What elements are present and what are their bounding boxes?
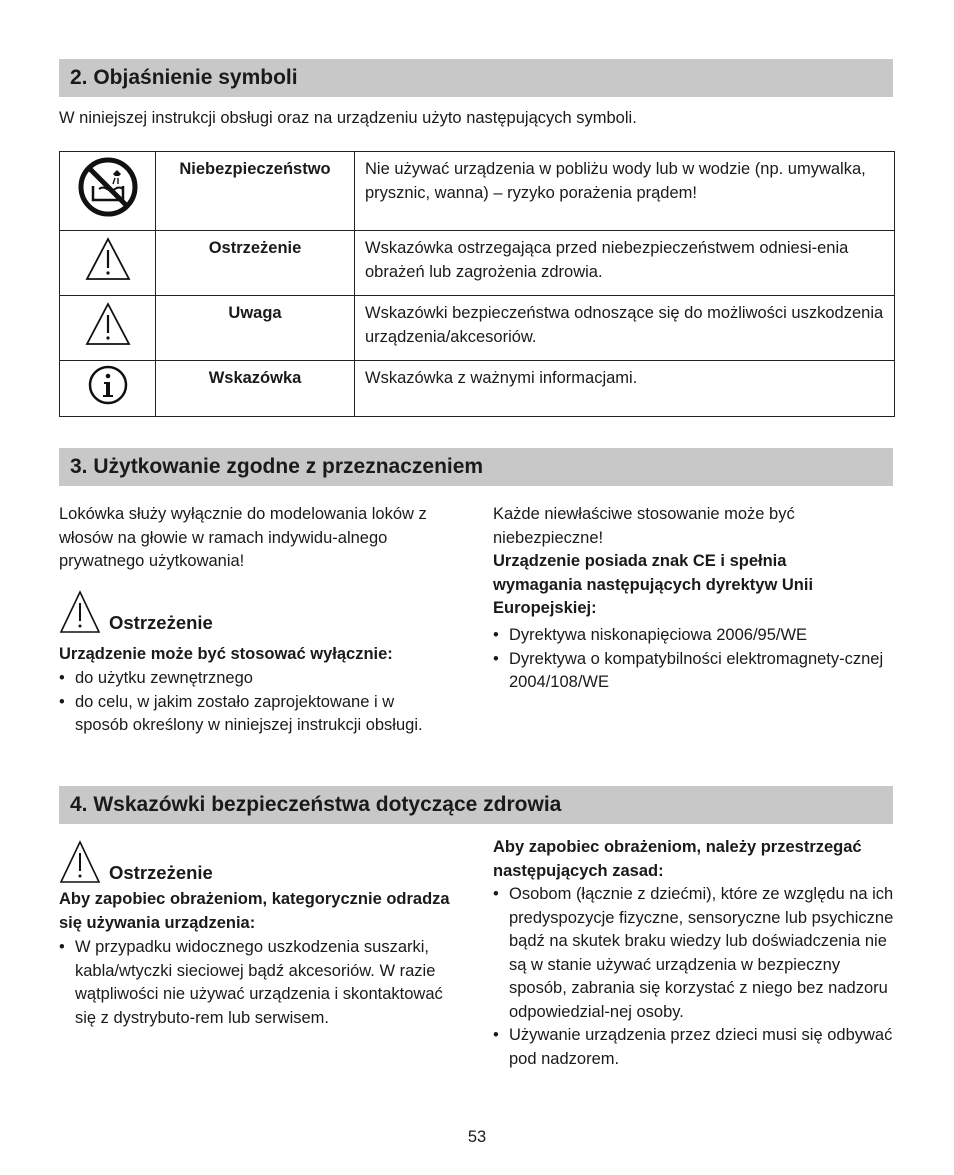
section-4-left-lead: Aby zapobiec obrażeniom, kategorycznie odradza się używania urządzenia: bbox=[59, 890, 450, 932]
warning-triangle-icon bbox=[85, 301, 131, 347]
list-item: • Osobom (łącznie z dziećmi), które ze względu na ich predyspozycje fizyczne, sensoryczne lub psychiczne bądź na skutek braku wiedzy lub doświadczenia nie są w stanie używać urządzenia w bezpieczny sposób, zabrania się korzystać z niego bez nadzoru odpowiedzial-nej osoby. bbox=[493, 883, 898, 1024]
section-3-heading: 3. Użytkowanie zgodne z przeznaczeniem bbox=[59, 448, 893, 486]
table-row bbox=[60, 361, 895, 417]
symbol-description: Wskazówka z ważnymi informacjami. bbox=[355, 361, 895, 417]
section-2-intro: W niniejszej instrukcji obsługi oraz na urządzeniu użyto następujących symboli. bbox=[59, 109, 637, 127]
section-4-right-list bbox=[493, 883, 898, 1071]
info-icon bbox=[87, 364, 129, 406]
icon-cell bbox=[60, 231, 156, 296]
icon-cell bbox=[60, 152, 156, 231]
icon-cell bbox=[60, 296, 156, 361]
section-4-heading: 4. Wskazówki bezpieczeństwa dotyczące zdrowia bbox=[59, 786, 893, 824]
warning-label: Ostrzeżenie bbox=[109, 612, 213, 633]
section-2-heading: 2. Objaśnienie symboli bbox=[59, 59, 893, 97]
list-item: • do użytku zewnętrznego bbox=[59, 667, 434, 691]
list-item: • Używanie urządzenia przez dzieci musi się odbywać pod nadzorem. bbox=[493, 1024, 898, 1071]
table-row bbox=[60, 296, 895, 361]
symbol-name: Ostrzeżenie bbox=[156, 231, 355, 296]
warning-lead: Urządzenie może być stosować wyłącznie: bbox=[59, 645, 393, 663]
no-water-icon bbox=[77, 156, 139, 218]
table-row bbox=[60, 152, 895, 231]
list-item: • do celu, w jakim zostało zaprojektowane i w sposób określony w niniejszej instrukcji obsługi. bbox=[59, 691, 434, 738]
icon-cell bbox=[60, 361, 156, 417]
symbol-name: Wskazówka bbox=[156, 361, 355, 417]
symbol-description: Wskazówka ostrzegająca przed niebezpieczeństwem odniesi-enia obrażeń lub zagrożenia zdrowia. bbox=[355, 231, 895, 296]
page-number: 53 bbox=[467, 1128, 487, 1146]
table-row bbox=[60, 231, 895, 296]
symbol-description: Nie używać urządzenia w pobliżu wody lub w wodzie (np. umywalka, prysznic, wanna) – ryzyko porażenia prądem! bbox=[355, 152, 895, 231]
warning-triangle-icon bbox=[59, 590, 101, 634]
list-item: • W przypadku widocznego uszkodzenia suszarki, kabla/wtyczki sieciowej bądź akcesoriów. W razie wątpliwości nie używać urządzenia i skontaktować się z dystrybuto-rem lub serwisem. bbox=[59, 936, 449, 1030]
directives-list bbox=[493, 624, 898, 695]
list-item: • Dyrektywa niskonapięciowa 2006/95/WE bbox=[493, 624, 898, 648]
section-3-left-paragraph: Lokówka służy wyłącznie do modelowania loków z włosów na głowie w ramach indywidu-alnego prywatnego użytkowania! bbox=[59, 505, 427, 570]
warning-heading bbox=[59, 590, 213, 634]
symbol-name: Uwaga bbox=[156, 296, 355, 361]
warning-list bbox=[59, 667, 434, 738]
section-3-right-paragraph: Każde niewłaściwe stosowanie może być niebezpieczne! bbox=[493, 505, 795, 547]
warning-heading bbox=[59, 840, 213, 884]
symbols-table bbox=[59, 151, 895, 417]
warning-triangle-icon bbox=[59, 840, 101, 884]
list-item: • Dyrektywa o kompatybilności elektromagnety-cznej 2004/108/WE bbox=[493, 648, 898, 695]
symbol-name: Niebezpieczeństwo bbox=[156, 152, 355, 231]
section-4-left-list bbox=[59, 936, 449, 1030]
warning-triangle-icon bbox=[85, 236, 131, 282]
section-4-right-lead: Aby zapobiec obrażeniom, należy przestrzegać następujących zasad: bbox=[493, 838, 862, 880]
symbol-description: Wskazówki bezpieczeństwa odnoszące się do możliwości uszkodzenia urządzenia/akcesoriów. bbox=[355, 296, 895, 361]
warning-label: Ostrzeżenie bbox=[109, 862, 213, 883]
section-3-ce-statement: Urządzenie posiada znak CE i spełnia wymagania następujących dyrektyw Unii Europejskiej: bbox=[493, 552, 814, 617]
